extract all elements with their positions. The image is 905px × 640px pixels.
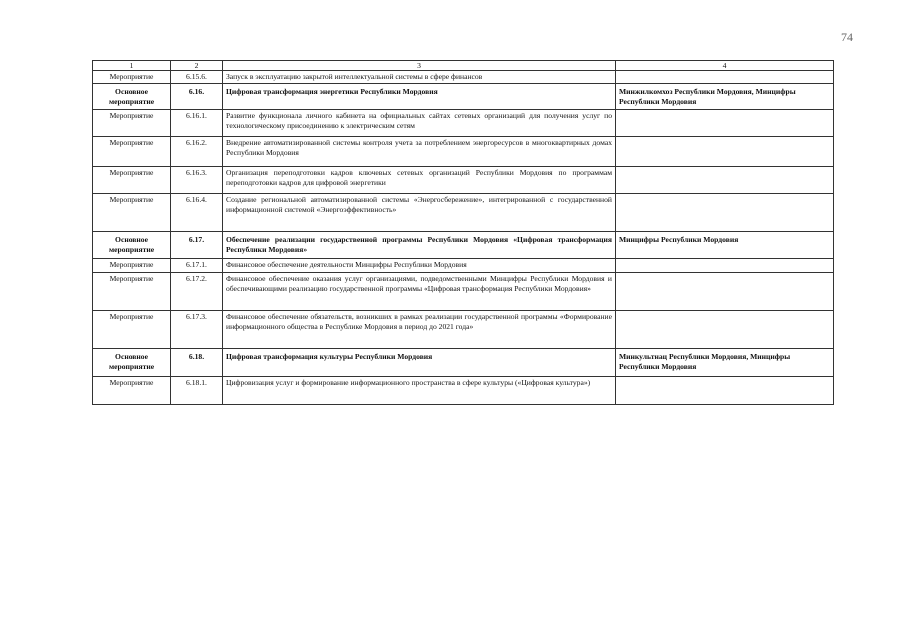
header-col-2: 2 (171, 61, 223, 71)
row-type: Мероприятие (93, 259, 171, 273)
row-type: Мероприятие (93, 137, 171, 167)
row-executor (616, 167, 834, 194)
row-text: Финансовое обеспечение деятельности Минцифры Республики Мордовия (223, 259, 616, 273)
row-executor: Минжилкомхоз Республики Мордовия, Минцифры Республики Мордовия (616, 84, 834, 110)
row-executor (616, 311, 834, 349)
row-type: Мероприятие (93, 273, 171, 311)
row-text: Обеспечение реализации государственной программы Республики Мордовия «Цифровая трансформация Республики Мордовия» (223, 232, 616, 259)
row-type: Мероприятие (93, 71, 171, 84)
row-number: 6.18.1. (171, 377, 223, 405)
row-number: 6.17. (171, 232, 223, 259)
table-row (93, 273, 834, 311)
row-type: Мероприятие (93, 167, 171, 194)
row-type: Мероприятие (93, 311, 171, 349)
row-executor (616, 273, 834, 311)
row-text: Создание региональной автоматизированной системы «Энергосбережение», интегрированной с государственной информационной системой «Энергоэффективность» (223, 194, 616, 232)
table-row (93, 137, 834, 167)
table-row-main (93, 84, 834, 110)
row-executor (616, 377, 834, 405)
row-executor (616, 110, 834, 137)
row-number: 6.16. (171, 84, 223, 110)
table-row-main (93, 349, 834, 377)
row-number: 6.16.3. (171, 167, 223, 194)
table-row (93, 377, 834, 405)
table-header-row (93, 61, 834, 71)
row-executor: Минцифры Республики Мордовия (616, 232, 834, 259)
row-text: Финансовое обеспечение обязательств, возникших в рамках реализации государственной программы «Формирование информационного общества в Республике Мордовия в период до 2021 года» (223, 311, 616, 349)
table-row (93, 110, 834, 137)
row-type: Мероприятие (93, 110, 171, 137)
row-number: 6.17.3. (171, 311, 223, 349)
table-row (93, 71, 834, 84)
row-text: Организация переподготовки кадров ключевых сетевых организаций Республики Мордовия по программам переподготовки кадров для цифровой энергетики (223, 167, 616, 194)
row-type: Мероприятие (93, 194, 171, 232)
row-text: Цифровая трансформация энергетики Республики Мордовия (223, 84, 616, 110)
row-type: Основное мероприятие (93, 84, 171, 110)
program-table (92, 60, 834, 405)
row-number: 6.17.1. (171, 259, 223, 273)
row-number: 6.18. (171, 349, 223, 377)
row-type: Основное мероприятие (93, 232, 171, 259)
row-type: Основное мероприятие (93, 349, 171, 377)
row-text: Цифровизация услуг и формирование информационного пространства в сфере культуры («Цифровая культура») (223, 377, 616, 405)
row-number: 6.16.1. (171, 110, 223, 137)
row-number: 6.16.4. (171, 194, 223, 232)
row-executor (616, 259, 834, 273)
row-text: Цифровая трансформация культуры Республики Мордовия (223, 349, 616, 377)
row-executor: Минкультнац Республики Мордовия, Минцифры Республики Мордовия (616, 349, 834, 377)
row-text: Финансовое обеспечение оказания услуг организациями, подведомственными Минцифры Республики Мордовия и обеспечивающими реализацию государственной программы «Цифровая трансформация Республики Мордовия» (223, 273, 616, 311)
row-number: 6.16.2. (171, 137, 223, 167)
row-text: Запуск в эксплуатацию закрытой интеллектуальной системы в сфере финансов (223, 71, 616, 84)
page-number: 74 (841, 30, 853, 44)
row-executor (616, 194, 834, 232)
table-row (93, 194, 834, 232)
row-number: 6.15.6. (171, 71, 223, 84)
table-row (93, 311, 834, 349)
header-col-3: 3 (223, 61, 616, 71)
row-text: Внедрение автоматизированной системы контроля учета за потреблением энергоресурсов в многоквартирных домах Республики Мордовия (223, 137, 616, 167)
header-col-4: 4 (616, 61, 834, 71)
header-col-1: 1 (93, 61, 171, 71)
row-executor (616, 71, 834, 84)
row-text: Развитие функционала личного кабинета на официальных сайтах сетевых организаций для получения услуг по технологическому присоединению к электрическим сетям (223, 110, 616, 137)
row-number: 6.17.2. (171, 273, 223, 311)
table-row-main (93, 232, 834, 259)
row-type: Мероприятие (93, 377, 171, 405)
row-executor (616, 137, 834, 167)
table-row (93, 259, 834, 273)
table-row (93, 167, 834, 194)
